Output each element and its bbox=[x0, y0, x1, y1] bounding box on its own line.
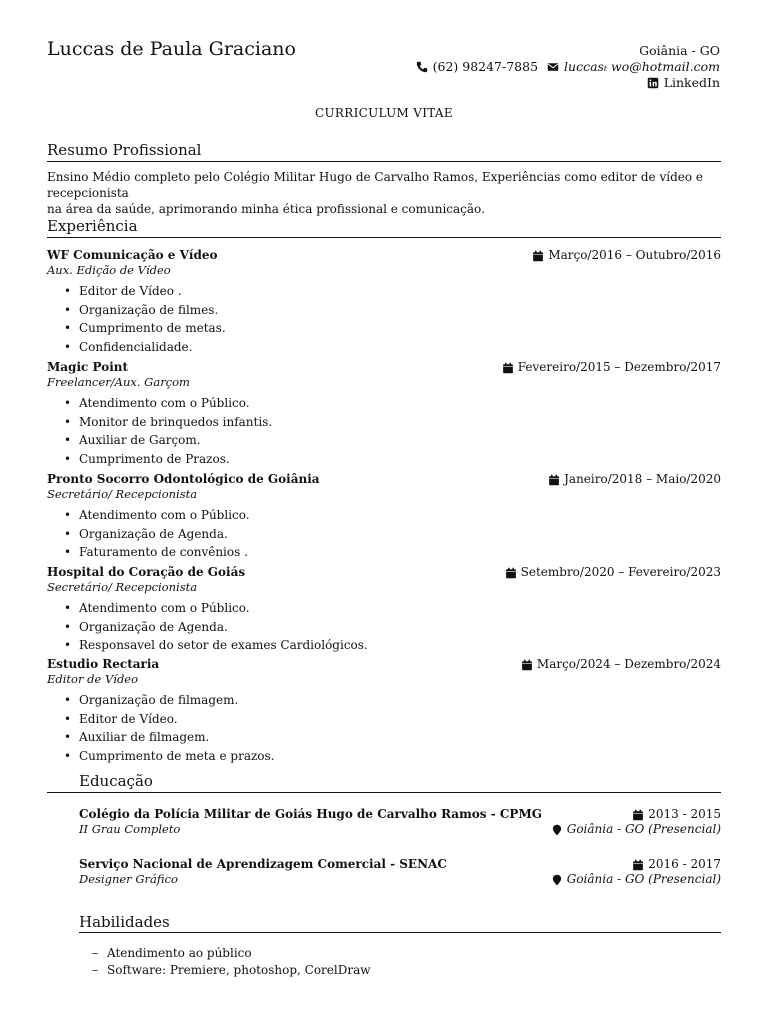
envelope-icon bbox=[547, 61, 559, 73]
section-rule bbox=[47, 161, 721, 162]
list-item: • Editor de Vídeo . bbox=[47, 282, 721, 301]
list-item: • Organização de Agenda. bbox=[47, 525, 721, 544]
section-rule bbox=[47, 237, 721, 238]
job-company: Pronto Socorro Odontológico de Goiânia bbox=[47, 472, 320, 486]
list-item: • Cumprimento de metas. bbox=[47, 319, 721, 338]
job-role: Aux. Edição de Vídeo bbox=[47, 263, 171, 277]
skill-item: – Atendimento ao público bbox=[79, 945, 721, 962]
job-entry bbox=[47, 657, 721, 765]
job-role: Editor de Vídeo bbox=[47, 672, 139, 686]
summary-heading: Resumo Profissional bbox=[47, 141, 202, 159]
phone-text: (62) 98247-7885 bbox=[432, 59, 539, 74]
experience-heading: Experiência bbox=[47, 217, 138, 235]
job-company: Estudio Rectaria bbox=[47, 657, 160, 671]
job-dates: Janeiro/2018 – Maio/2020 bbox=[564, 472, 721, 486]
job-company: WF Comunicação e Vídeo bbox=[47, 248, 218, 262]
job-dates: Fevereiro/2015 – Dezembro/2017 bbox=[517, 360, 721, 374]
education-location: Goiânia - GO (Presencial) bbox=[566, 822, 721, 836]
contact-block bbox=[416, 43, 720, 91]
education-dates: 2013 - 2015 bbox=[648, 807, 721, 821]
summary-line: Ensino Médio completo pelo Colégio Militar Hugo de Carvalho Ramos, Experiências como editor de vídeo e recepcionista bbox=[47, 170, 703, 200]
school-name: Serviço Nacional de Aprendizagem Comercial - SENAC bbox=[79, 857, 447, 871]
calendar-icon bbox=[505, 567, 517, 579]
education-entry bbox=[79, 807, 721, 837]
list-item: • Auxiliar de Garçom. bbox=[47, 431, 721, 450]
summary-line: na área da saúde, aprimorando minha ética profissional e comunicação. bbox=[47, 202, 485, 216]
linkedin-icon bbox=[647, 77, 659, 89]
job-entry bbox=[47, 565, 721, 655]
list-item: • Organização de Agenda. bbox=[47, 618, 721, 637]
job-role: Freelancer/Aux. Garçom bbox=[47, 375, 190, 389]
linkedin-link[interactable]: LinkedIn bbox=[663, 75, 720, 90]
list-item: • Organização de filmagem. bbox=[47, 691, 721, 710]
location-text: Goiânia - GO bbox=[639, 43, 720, 58]
candidate-name: Luccas de Paula Graciano bbox=[47, 38, 296, 60]
list-item: • Confidencialidade. bbox=[47, 338, 721, 357]
section-rule bbox=[79, 932, 721, 933]
job-entry bbox=[47, 248, 721, 356]
map-pin-icon bbox=[551, 874, 563, 886]
phone-icon bbox=[416, 61, 428, 73]
list-item: • Responsavel do setor de exames Cardiológicos. bbox=[47, 636, 721, 655]
document-title: CURRICULUM VITAE bbox=[315, 106, 453, 120]
job-dates: Março/2024 – Dezembro/2024 bbox=[536, 657, 721, 671]
calendar-icon bbox=[521, 659, 533, 671]
list-item: • Faturamento de convênios . bbox=[47, 543, 721, 562]
job-role: Secretário/ Recepcionista bbox=[47, 487, 198, 501]
education-heading: Educação bbox=[79, 772, 153, 790]
section-rule bbox=[47, 792, 721, 793]
list-item: • Cumprimento de Prazos. bbox=[47, 450, 721, 469]
map-pin-icon bbox=[551, 824, 563, 836]
job-dates: Setembro/2020 – Fevereiro/2023 bbox=[520, 565, 721, 579]
skills-heading: Habilidades bbox=[79, 913, 170, 931]
list-item: • Monitor de brinquedos infantis. bbox=[47, 413, 721, 432]
job-dates: Março/2016 – Outubro/2016 bbox=[548, 248, 721, 262]
calendar-icon bbox=[632, 809, 644, 821]
calendar-icon bbox=[502, 362, 514, 374]
list-item: • Organização de filmes. bbox=[47, 301, 721, 320]
job-role: Secretário/ Recepcionista bbox=[47, 580, 198, 594]
list-item: • Cumprimento de meta e prazos. bbox=[47, 747, 721, 766]
list-item: • Atendimento com o Público. bbox=[47, 394, 721, 413]
job-company: Magic Point bbox=[47, 360, 129, 374]
job-entry bbox=[47, 472, 721, 562]
skills-list bbox=[79, 945, 721, 979]
job-entry bbox=[47, 360, 721, 468]
calendar-icon bbox=[548, 474, 560, 486]
education-dates: 2016 - 2017 bbox=[648, 857, 721, 871]
degree-text: II Grau Completo bbox=[79, 822, 181, 836]
school-name: Colégio da Polícia Militar de Goiás Hugo de Carvalho Ramos - CPMG bbox=[79, 807, 542, 821]
education-entry bbox=[79, 857, 721, 887]
list-item: • Auxiliar de filmagem. bbox=[47, 728, 721, 747]
job-company: Hospital do Coração de Goiás bbox=[47, 565, 246, 579]
summary-text bbox=[47, 169, 727, 217]
list-item: • Atendimento com o Público. bbox=[47, 599, 721, 618]
calendar-icon bbox=[632, 859, 644, 871]
education-location: Goiânia - GO (Presencial) bbox=[566, 872, 721, 886]
degree-text: Designer Gráfico bbox=[79, 872, 178, 886]
email-link[interactable]: luccasₜ wo@hotmail.com bbox=[564, 59, 720, 74]
skill-item: – Software: Premiere, photoshop, CorelDraw bbox=[79, 962, 721, 979]
list-item: • Atendimento com o Público. bbox=[47, 506, 721, 525]
calendar-icon bbox=[532, 250, 544, 262]
list-item: • Editor de Vídeo. bbox=[47, 710, 721, 729]
